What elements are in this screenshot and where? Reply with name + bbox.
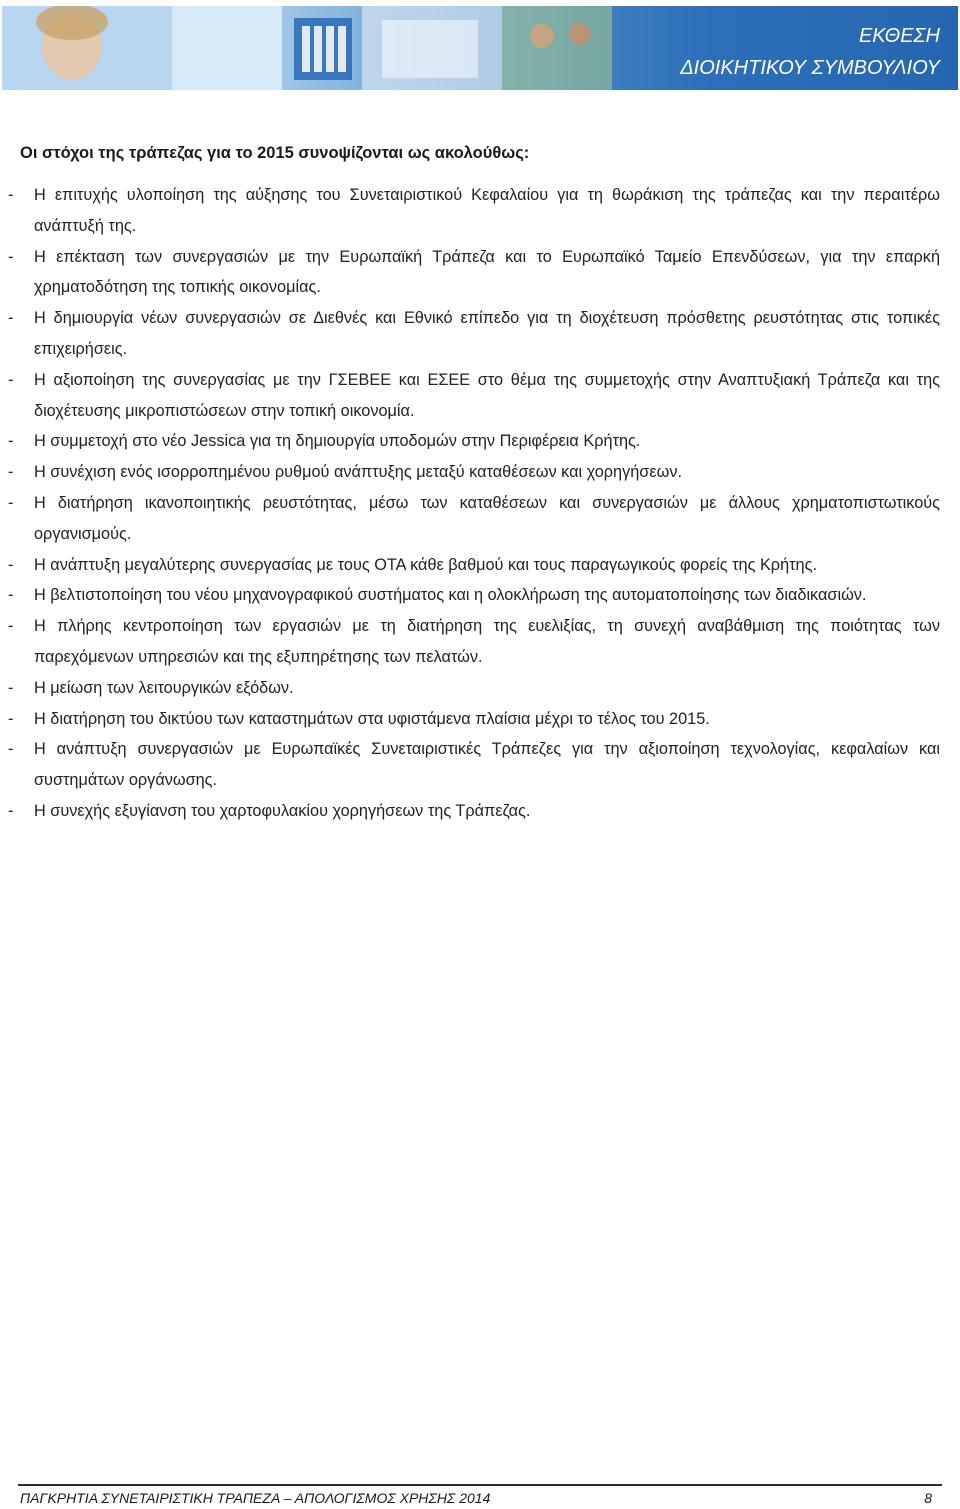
goal-text: Η βελτιστοποίηση του νέου μηχανογραφικού συστήματος και η ολοκλήρωση της αυτοματοποίησης των διαδικασιών. [34, 586, 867, 605]
bullet-dash: - [8, 678, 14, 697]
goal-text: Η συνεχής εξυγίανση του χαρτοφυλακίου χορηγήσεων της Τράπεζας. [34, 801, 531, 820]
goal-item [8, 457, 940, 488]
goal-text: Η ανάπτυξη συνεργασιών με Ευρωπαϊκές Συνεταιριστικές Τράπεζες για την αξιοποίηση τεχνολογίας, κεφαλαίων και συστημάτων οργάνωσης. [34, 740, 940, 790]
goal-text: Η πλήρης κεντροποίηση των εργασιών με τη διατήρηση της ευελιξίας, τη συνεχή αναβάθμιση της ποιότητας των παρεχόμενων υπηρεσιών και της εξυπηρέτησης των πελατών. [34, 617, 940, 666]
goal-item [8, 426, 940, 457]
bullet-dash: - [8, 586, 14, 605]
bullet-dash: - [8, 801, 14, 820]
goal-text: Η διατήρηση ικανοποιητικής ρευστότητας, μέσω των καταθέσεων και συνεργασιών με άλλους χρηματοπιστωτικούς οργανισμούς. [34, 493, 940, 543]
footer-divider [18, 1484, 942, 1486]
report-title-line1: ΕΚΘΕΣΗ [858, 25, 940, 47]
goal-text: Η επιτυχής υλοποίηση της αύξησης του Συνεταιριστικού Κεφαλαίου για τη θωράκιση της τράπεζας και την περαιτέρω ανάπτυξή της. [34, 186, 940, 235]
report-title [680, 20, 940, 84]
header-banner [2, 6, 958, 90]
bullet-dash: - [8, 555, 14, 574]
goal-text: Η ανάπτυξη μεγαλύτερης συνεργασίας με τους ΟΤΑ κάθε βαθμού και τους παραγωγικούς φορείς της Κρήτης. [34, 555, 817, 574]
bullet-dash: - [8, 309, 14, 328]
bullet-dash: - [8, 186, 14, 204]
goal-text: Η συνέχιση ενός ισορροπημένου ρυθμού ανάπτυξης μεταξύ καταθέσεων και χορηγήσεων. [34, 463, 682, 482]
bullet-dash: - [8, 709, 14, 728]
goal-text: Η διατήρηση του δικτύου των καταστημάτων στα υφιστάμενα πλαίσια μέχρι το τέλος του 2015. [34, 709, 710, 728]
goal-item [8, 550, 940, 581]
goal-item [8, 365, 940, 427]
goal-text: Η δημιουργία νέων συνεργασιών σε Διεθνές και Εθνικό επίπεδο για τη διοχέτευση πρόσθετης ρευστότητας στις τοπικές επιχειρήσεις. [34, 309, 940, 358]
bullet-dash: - [8, 617, 14, 636]
bank-logo-icon [294, 18, 352, 80]
report-title-line2: ΔΙΟΙΚΗΤΙΚΟΥ ΣΥΜΒΟΥΛΙΟΥ [680, 57, 940, 79]
goal-text: Η επέκταση των συνεργασιών με την Ευρωπαϊκή Τράπεζα και το Ευρωπαϊκό Ταμείο Επενδύσεων, για την επαρκή χρηματοδότηση της τοπικής οικονομίας. [34, 247, 940, 297]
bullet-dash: - [8, 740, 14, 759]
goal-text: Η αξιοποίηση της συνεργασίας με την ΓΣΕΒΕΕ και ΕΣΕΕ στο θέμα της συμμετοχής στην Αναπτυξιακή Τράπεζα και της διοχέτευσης μικροπιστώσεων στην τοπική οικονομία. [34, 370, 940, 420]
bullet-dash: - [8, 247, 14, 266]
footer-publication-title: ΠΑΓΚΡΗΤΙΑ ΣΥΝΕΤΑΙΡΙΣΤΙΚΗ ΤΡΑΠΕΖΑ – ΑΠΟΛΟΓΙΣΜΟΣ ΧΡΗΣΗΣ 2014 [20, 1490, 491, 1506]
goal-item [8, 796, 940, 827]
goal-item [8, 673, 940, 704]
goal-text: Η μείωση των λειτουργικών εξόδων. [34, 678, 294, 697]
goals-intro-heading: Οι στόχοι της τράπεζας για το 2015 συνοψίζονται ως ακολούθως: [20, 144, 530, 162]
goal-item [8, 303, 940, 365]
goal-item [8, 734, 940, 796]
goal-item [8, 242, 940, 304]
bullet-dash: - [8, 463, 14, 482]
banner-photo-people [502, 6, 612, 90]
page-number: 8 [924, 1490, 932, 1506]
bullet-dash: - [8, 370, 14, 389]
goal-item [8, 488, 940, 550]
goal-item [8, 580, 940, 611]
goal-text: Η συμμετοχή στο νέο Jessica για τη δημιουργία υποδομών στην Περιφέρεια Κρήτης. [34, 432, 641, 451]
goal-item [8, 704, 940, 735]
goals-list [8, 180, 940, 827]
bullet-dash: - [8, 432, 14, 451]
banner-photo-mid [172, 6, 282, 90]
goal-item [8, 180, 940, 242]
bullet-dash: - [8, 493, 14, 512]
goal-item [8, 611, 940, 673]
